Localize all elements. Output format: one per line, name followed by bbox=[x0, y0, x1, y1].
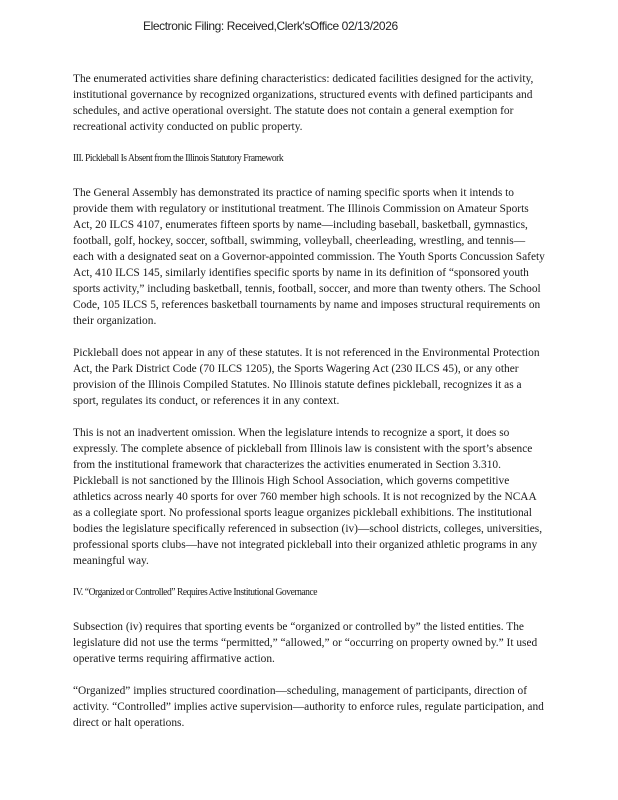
paragraph-pickleball-absent: Pickleball does not appear in any of these statutes. It is not referenced in the Environmental Protection Act, the Park District Code (70 ILCS 1205), the Sports Wagering Act (230 ILCS 45), or any other provision of the Illinois Compiled Statutes. No Illinois statute defines pickleball, recognizes it as a sport, regulates its conduct, or references it in any context. bbox=[73, 347, 540, 407]
document-body bbox=[73, 71, 545, 747]
paragraph-organized-controlled: “Organized” implies structured coordination—scheduling, management of participants, direction of activity. “Controlled” implies active supervision—authority to enforce rules, regulate participation, and direct or halt operations. bbox=[73, 685, 544, 729]
paragraph-not-inadvertent: This is not an inadvertent omission. When the legislature intends to recognize a sport, it does so expressly. The complete absence of pickleball from Illinois law is consistent with the sport’s absence from the institutional framework that characterizes the activities enumerated in Section 3.310. Pickleball is not sanctioned by the Illinois High School Association, which governs competitive athletics across nearly 40 sports for over 760 member high schools. It is not recognized by the NCAA as a collegiate sport. No professional sports league organizes pickleball exhibitions. The institutional bodies the legislature specifically referenced in subsection (iv)—school districts, colleges, universities, professional sports clubs—have not integrated pickleball into their organized athletic programs in any meaningful way. bbox=[73, 427, 543, 567]
paragraph-subsection-iv: Subsection (iv) requires that sporting events be “organized or controlled by” the listed entities. The legislature did not use the terms “permitted,” “allowed,” or “occurring on property owned by.” It used operative terms requiring affirmative action. bbox=[73, 621, 538, 665]
paragraph-general-assembly: The General Assembly has demonstrated its practice of naming specific sports when it intends to provide them with regulatory or institutional treatment. The Illinois Commission on Amateur Sports Act, 20 ILCS 4107, enumerates fifteen sports by name—including baseball, basketball, gymnastics, football, golf, hockey, soccer, softball, swimming, volleyball, cheerleading, wrestling, and tennis—each with a designated seat on a Governor-appointed commission. The Youth Sports Concussion Safety Act, 410 ILCS 145, similarly identifies specific sports by name in its definition of “sponsored youth sports activity,” including basketball, tennis, football, soccer, and more than twenty others. The School Code, 105 ILCS 5, references basketball tournaments by name and imposes structural requirements on their organization. bbox=[73, 187, 545, 327]
section-heading-iii: III. Pickleball Is Absent from the Illinois Statutory Framework bbox=[73, 153, 284, 164]
section-heading-iv: IV. “Organized or Controlled” Requires Active Institutional Governance bbox=[73, 587, 318, 598]
paragraph-enumerated-activities: The enumerated activities share defining characteristics: dedicated facilities designed for the activity, institutional governance by recognized organizations, structured events with defined participants and schedules, and active operational oversight. The statute does not contain a general exemption for recreational activity conducted on public property. bbox=[73, 73, 534, 133]
filing-stamp: Electronic Filing: Received,Clerk'sOffice 02/13/2026 bbox=[143, 19, 398, 33]
